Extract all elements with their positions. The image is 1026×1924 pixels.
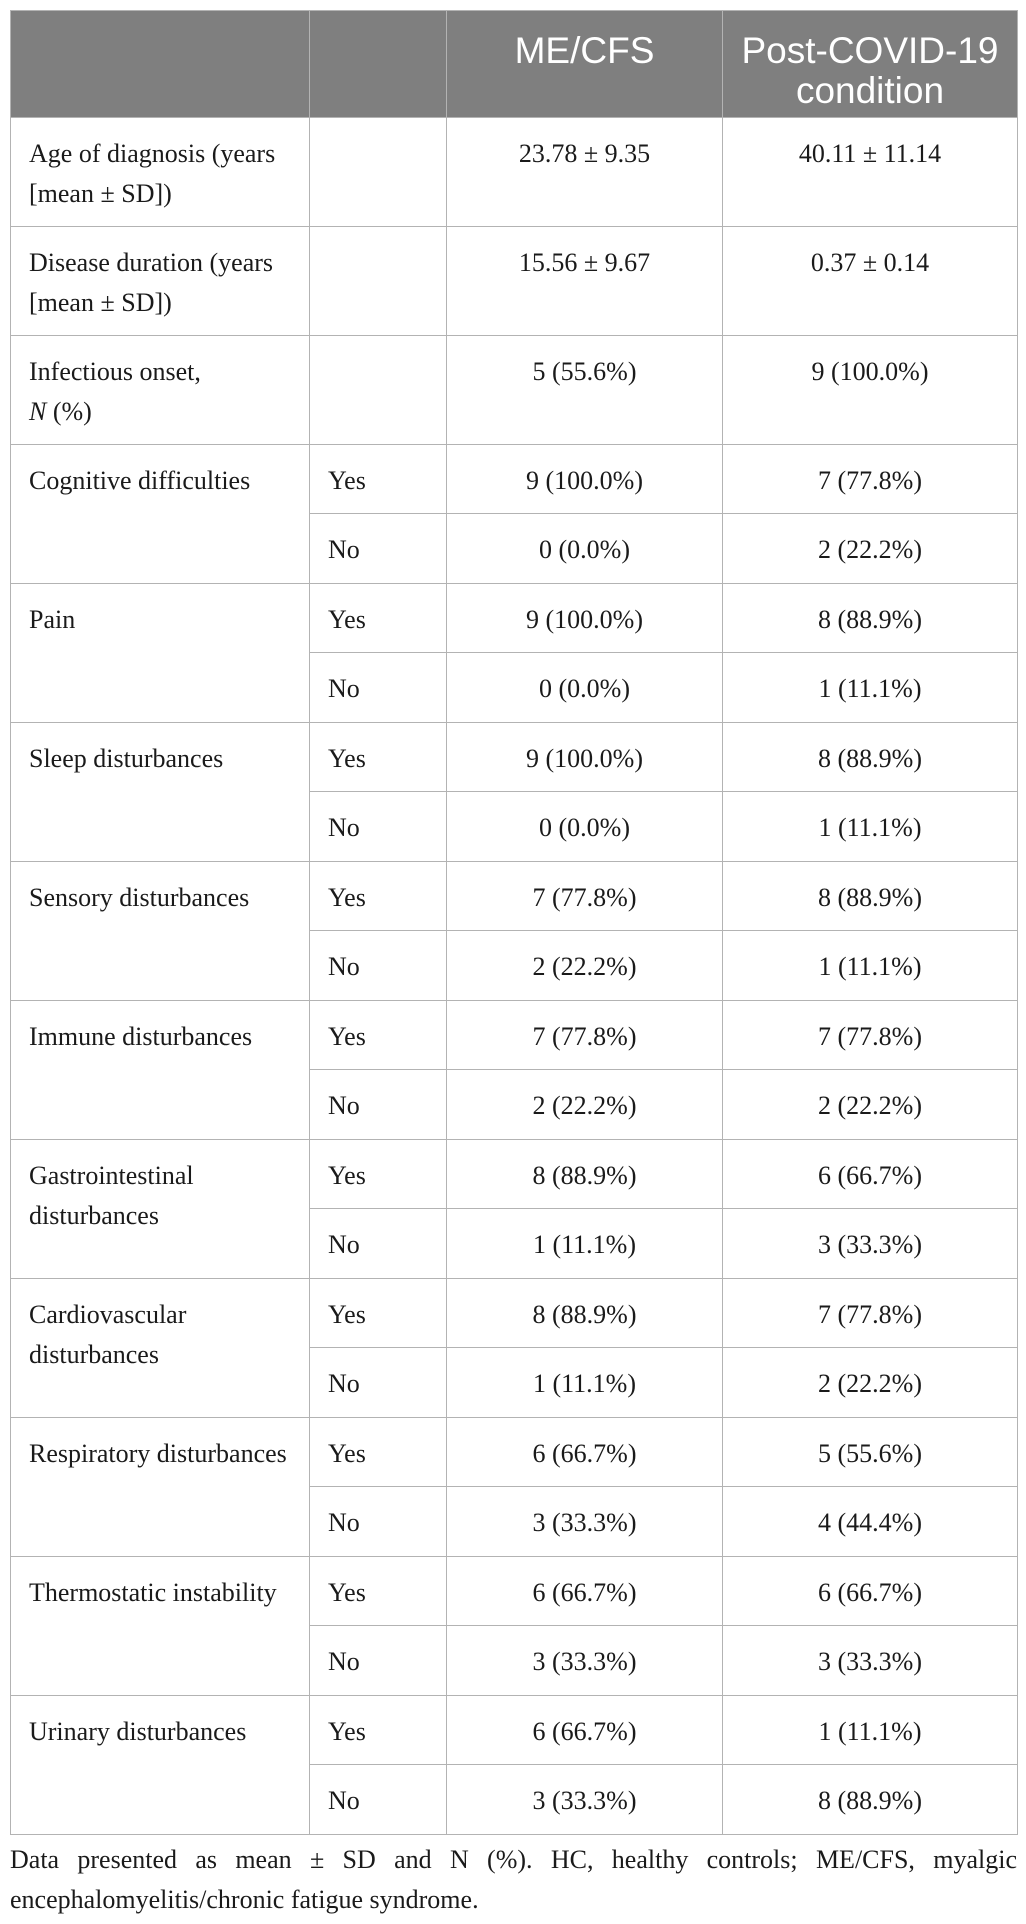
yes-label: Yes (310, 1001, 447, 1070)
post-covid-value: 8 (88.9%) (723, 723, 1018, 792)
yes-label: Yes (310, 1696, 447, 1765)
table-row (11, 1418, 1018, 1487)
table-row (11, 336, 1018, 445)
table-row (11, 584, 1018, 653)
no-label: No (310, 1348, 447, 1418)
group-label: Gastrointestinal disturbances (11, 1140, 310, 1279)
mecfs-value: 9 (100.0%) (447, 445, 723, 514)
mecfs-value: 15.56 ± 9.67 (447, 227, 723, 336)
yes-label: Yes (310, 862, 447, 931)
yes-label: Yes (310, 1557, 447, 1626)
mecfs-value: 9 (100.0%) (447, 723, 723, 792)
table-row (11, 1140, 1018, 1209)
table-row (11, 118, 1018, 227)
group-label: Urinary disturbances (11, 1696, 310, 1835)
mecfs-value: 9 (100.0%) (447, 584, 723, 653)
mecfs-value: 6 (66.7%) (447, 1557, 723, 1626)
no-label: No (310, 792, 447, 862)
table-row (11, 1279, 1018, 1348)
group-label: Immune disturbances (11, 1001, 310, 1140)
row-label-text: Infectious onset, (29, 357, 201, 386)
mecfs-value: 6 (66.7%) (447, 1696, 723, 1765)
mecfs-value: 6 (66.7%) (447, 1418, 723, 1487)
post-covid-value: 3 (33.3%) (723, 1209, 1018, 1279)
header-post-covid: Post-COVID-19 condition (723, 11, 1018, 118)
table-row (11, 227, 1018, 336)
post-covid-value: 8 (88.9%) (723, 862, 1018, 931)
no-label: No (310, 1070, 447, 1140)
row-sublabel (310, 227, 447, 336)
no-label: No (310, 1209, 447, 1279)
no-label: No (310, 1487, 447, 1557)
mecfs-value: 3 (33.3%) (447, 1765, 723, 1835)
row-label-suffix: (%) (46, 397, 92, 426)
row-label (11, 336, 310, 445)
group-label: Pain (11, 584, 310, 723)
mecfs-value: 1 (11.1%) (447, 1348, 723, 1418)
post-covid-value: 1 (11.1%) (723, 653, 1018, 723)
post-covid-value: 6 (66.7%) (723, 1557, 1018, 1626)
yes-label: Yes (310, 445, 447, 514)
post-covid-value: 9 (100.0%) (723, 336, 1018, 445)
mecfs-value: 8 (88.9%) (447, 1140, 723, 1209)
group-label: Cognitive difficulties (11, 445, 310, 584)
post-covid-value: 1 (11.1%) (723, 931, 1018, 1001)
mecfs-value: 7 (77.8%) (447, 1001, 723, 1070)
table-row (11, 723, 1018, 792)
table-body (11, 118, 1018, 1835)
yes-label: Yes (310, 1140, 447, 1209)
row-label: Disease duration (years [mean ± SD]) (11, 227, 310, 336)
header-blank-1 (11, 11, 310, 118)
mecfs-value: 0 (0.0%) (447, 792, 723, 862)
header-mecfs: ME/CFS (447, 11, 723, 118)
mecfs-value: 0 (0.0%) (447, 514, 723, 584)
row-label-n: N (29, 397, 47, 426)
post-covid-value: 7 (77.8%) (723, 1001, 1018, 1070)
post-covid-value: 2 (22.2%) (723, 514, 1018, 584)
yes-label: Yes (310, 584, 447, 653)
group-label: Cardiovascular disturbances (11, 1279, 310, 1418)
table-header (11, 11, 1018, 118)
group-label: Sleep disturbances (11, 723, 310, 862)
post-covid-value: 4 (44.4%) (723, 1487, 1018, 1557)
table-footnote: Data presented as mean ± SD and N (%). HC, healthy controls; ME/CFS, myalgic encephalomyelitis/chronic fatigue syndrome. (10, 1845, 1017, 1914)
post-covid-value: 2 (22.2%) (723, 1348, 1018, 1418)
yes-label: Yes (310, 723, 447, 792)
no-label: No (310, 1626, 447, 1696)
mecfs-value: 8 (88.9%) (447, 1279, 723, 1348)
post-covid-value: 2 (22.2%) (723, 1070, 1018, 1140)
post-covid-value: 7 (77.8%) (723, 1279, 1018, 1348)
header-row (11, 11, 1018, 118)
post-covid-value: 8 (88.9%) (723, 1765, 1018, 1835)
group-label: Thermostatic instability (11, 1557, 310, 1696)
mecfs-value: 7 (77.8%) (447, 862, 723, 931)
post-covid-value: 5 (55.6%) (723, 1418, 1018, 1487)
post-covid-value: 8 (88.9%) (723, 584, 1018, 653)
header-blank-2 (310, 11, 447, 118)
no-label: No (310, 931, 447, 1001)
no-label: No (310, 514, 447, 584)
yes-label: Yes (310, 1418, 447, 1487)
yes-label: Yes (310, 1279, 447, 1348)
table-row (11, 862, 1018, 931)
post-covid-value: 1 (11.1%) (723, 1696, 1018, 1765)
post-covid-value: 3 (33.3%) (723, 1626, 1018, 1696)
mecfs-value: 2 (22.2%) (447, 931, 723, 1001)
post-covid-value: 0.37 ± 0.14 (723, 227, 1018, 336)
table-row (11, 1557, 1018, 1626)
post-covid-value: 1 (11.1%) (723, 792, 1018, 862)
post-covid-value: 40.11 ± 11.14 (723, 118, 1018, 227)
row-sublabel (310, 118, 447, 227)
mecfs-value: 2 (22.2%) (447, 1070, 723, 1140)
table-row (11, 1001, 1018, 1070)
group-label: Sensory disturbances (11, 862, 310, 1001)
post-covid-value: 6 (66.7%) (723, 1140, 1018, 1209)
post-covid-value: 7 (77.8%) (723, 445, 1018, 514)
row-sublabel (310, 336, 447, 445)
mecfs-value: 3 (33.3%) (447, 1487, 723, 1557)
mecfs-value: 23.78 ± 9.35 (447, 118, 723, 227)
row-label: Age of diagnosis (years [mean ± SD]) (11, 118, 310, 227)
mecfs-value: 1 (11.1%) (447, 1209, 723, 1279)
table-row (11, 445, 1018, 514)
clinical-characteristics-table (10, 10, 1018, 1835)
no-label: No (310, 1765, 447, 1835)
table-row (11, 1696, 1018, 1765)
group-label: Respiratory disturbances (11, 1418, 310, 1557)
mecfs-value: 3 (33.3%) (447, 1626, 723, 1696)
mecfs-value: 5 (55.6%) (447, 336, 723, 445)
mecfs-value: 0 (0.0%) (447, 653, 723, 723)
no-label: No (310, 653, 447, 723)
